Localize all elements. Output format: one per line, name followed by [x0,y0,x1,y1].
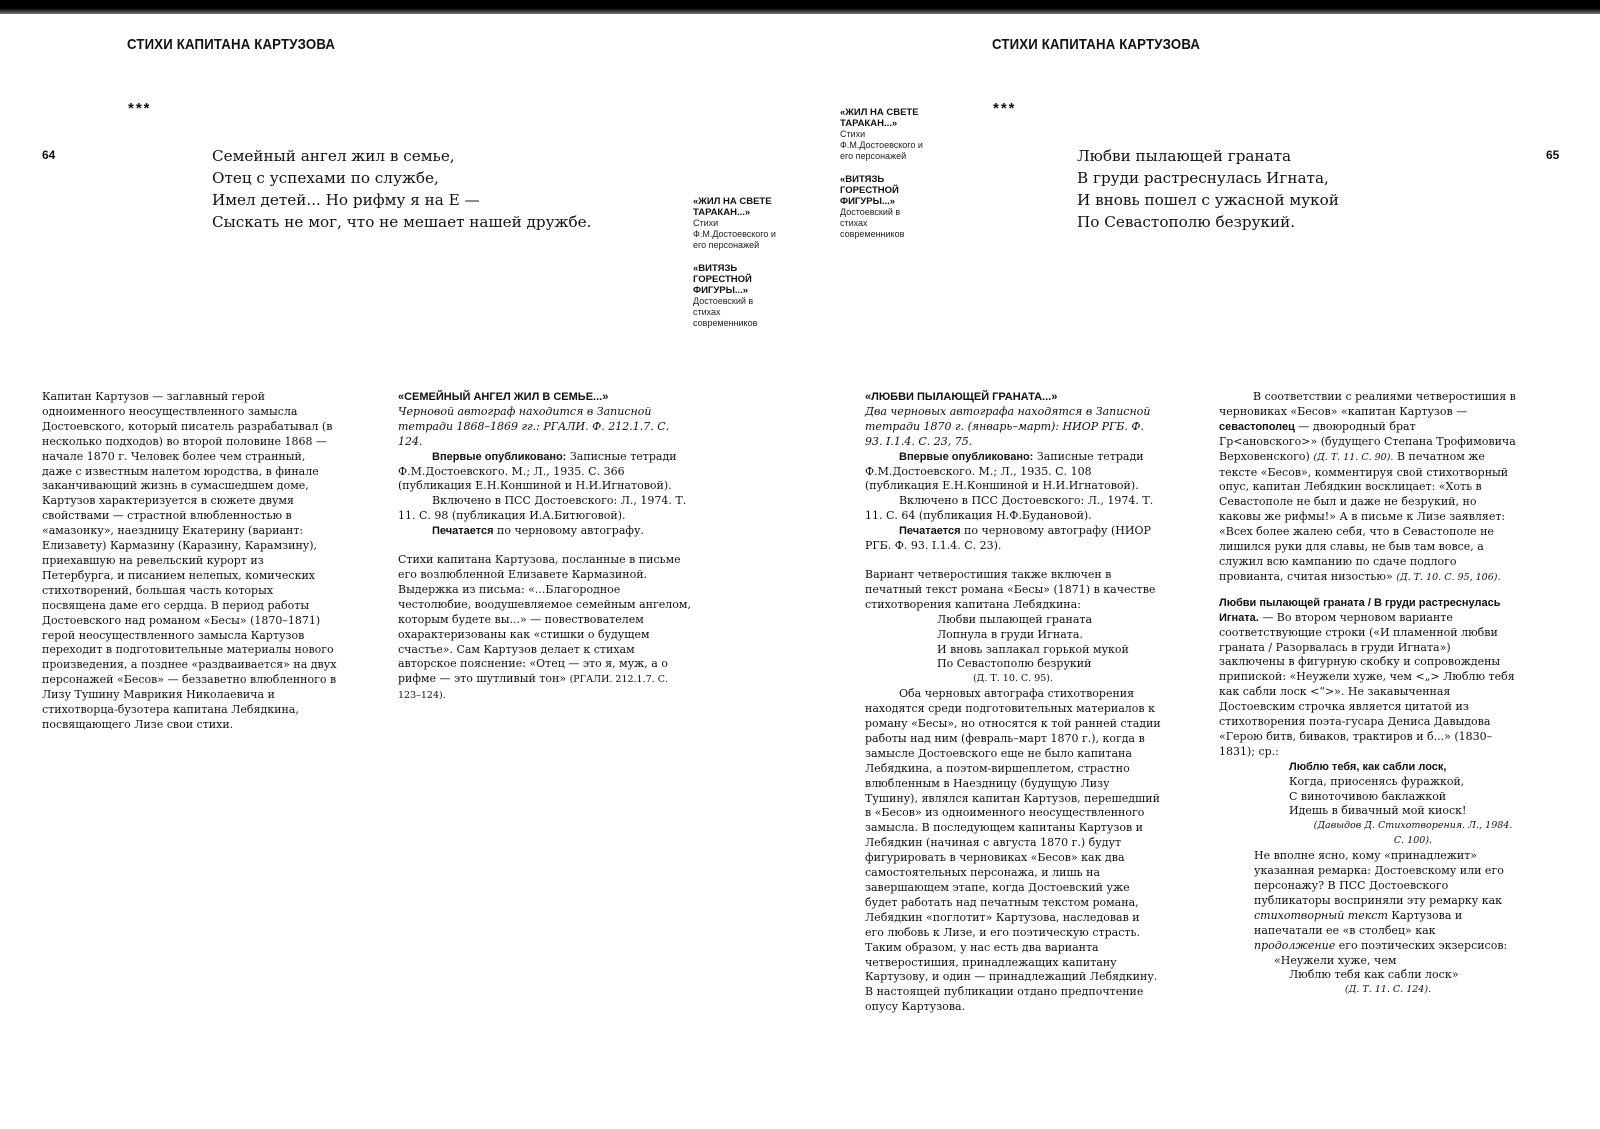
note-heading: «ЛЮБВИ ПЫЛАЮЩЕЙ ГРАНАТА...» [865,391,1058,403]
verse-line: И вновь заплакал горькой мукой [937,642,1129,656]
verse-line: С виноточивою баклажкой [1289,789,1447,803]
commentary-text: Не вполне ясно, кому «принадлежит» указанная ремарка: Достоевскому или его персонажу? В ПСС Достоевского публикаторы восприняли эту ремарку как [1254,849,1504,907]
variant-intro: Вариант четверостишия также включен в печатный текст романа «Бесы» (1871) в качестве стихотворения капитана Лебядкина: [865,567,1156,611]
left-poem-stars: *** [128,100,152,117]
poem-line: По Севастополю безрукий. [1077,213,1296,231]
right-sidebar-links [840,107,930,252]
commentary-lemma: Любви пылающей граната / В груди растреснулась Игната. [1219,596,1501,624]
sidebar-link-vityaz[interactable]: «ВИТЯЗЬ ГОРЕСТНОЙ ФИГУРЫ...» [693,263,752,296]
sidebar-link-tarakan[interactable]: «ЖИЛ НА СВЕТЕ ТАРАКАН...» [693,196,772,218]
note-first-published [398,450,692,495]
variant-body: Оба черновых автографа стихотворения находятся среди подготовительных материалов к роману «Бесы», но относятся к той ранней стадии работы над ним (февраль–март 1870 г.), когда в замысле Достоевского еще не было капитана Лебядкина, а поэтом-виршеплетом, страстно влюбленным в Наездницу (будущую Лизу Тушину), являлся капитан Картузов, перешедший в «Бесов» из одноименного неосуществленного замысла. В последующем капитаны Картузов и Лебядкин (начиная с августа 1870 г.) будут фигурировать в черновиках «Бесов» как два самостоятельных персонажа, и лишь на завершающем этапе, когда Достоевский уже будет работать над печатным текстом романа, Лебядкин «поглотит» Картузова, наследовав и его любовь к Лизе, и его поэтическую страсть. Таким образом, у нас есть два варианта четверостишия, принадлежащих капитану Картузову, и один — принадлежащий Лебядкину. В настоящей публикации отдано предпочтение опусу Картузова. [865,687,1161,1014]
poem-line: Отец с успехами по службе, [212,169,439,187]
verse-line: Любви пылающей граната [937,612,1093,626]
verse-line: Когда, приосенясь фуражкой, [1289,774,1465,788]
note-reference: (РГАЛИ. 212.1.7. С. 123–124). [398,674,668,702]
right-notes-column [865,390,1161,1015]
commentary-reference: (Д. Т. 11. С. 90). [1313,451,1394,463]
sidebar-link-subtitle: Достоевский в стихах современников [693,296,758,328]
quote-line: «Неужели хуже, чем [1274,953,1397,967]
note-autograph: Черновой автограф находится в Записной тетради 1868–1869 гг.: РГАЛИ. Ф. 212.1.7. С. 124. [398,404,670,448]
verse-line: Лопнула в груди Игната. [937,627,1083,641]
left-poem [212,145,592,233]
commentary-text: В соответствии с реалиями четверостишия в черновиках «Бесов» «капитан Картузов — [1219,390,1516,418]
note-body [398,553,692,704]
sidebar-link-vityaz[interactable]: «ВИТЯЗЬ ГОРЕСТНОЙ ФИГУРЫ...» [840,174,899,207]
commentary-emphasis: стихотворный текст [1254,908,1388,922]
poem-line: Любви пылающей граната [1077,147,1292,165]
sidebar-link-subtitle: Достоевский в стихах современников [840,207,905,239]
note-pss: Включено в ПСС Достоевского: Л., 1974. Т. 11. С. 98 (публикация И.А.Битюговой). [398,494,687,523]
commentary-reference: (Д. Т. 10. С. 95, 106). [1396,571,1501,583]
sidebar-link-subtitle: Стихи Ф.М.Достоевского и его персонажей [840,129,923,161]
verse-source: (Д. Т. 10. С. 95). [972,673,1054,685]
right-page-number: 65 [1546,148,1560,162]
note-label: Впервые опубликовано: [899,450,1034,463]
commentary-paragraph [1219,390,1517,586]
left-notes-column [398,390,692,704]
note-text: по черновому автографу. [497,524,644,538]
note-text: Стихи капитана Картузова, посланные в письме его возлюбленной Елизавете Кармазиной. Выдержка из письма: «...Благородное честолюбие, воодушевляемое семейным ангелом, которым будете вы...» — повествователем охарактеризованы как «стишки о будущем счастье». Сам Картузов делает к стихам авторское пояснение: «Отец — это я, муж, а о рифме — это шутливый тон» [398,553,691,686]
sidebar-link-tarakan[interactable]: «ЖИЛ НА СВЕТЕ ТАРАКАН...» [840,107,919,129]
sidebar-link-subtitle: Стихи Ф.М.Достоевского и его персонажей [693,218,776,250]
note-label: Печатается [899,525,961,538]
verse-source: (Давыдов Д. Стихотворения. Л., 1984. С. 100). [1313,820,1513,847]
note-heading: «СЕМЕЙНЫЙ АНГЕЛ ЖИЛ В СЕМЬЕ...» [398,391,609,403]
right-commentary-column [1219,390,1517,998]
left-sidebar-links [693,196,783,341]
note-printed [398,524,692,539]
note-text: Записные тетради Ф.М.Достоевского. М.; Л., 1935. С. 366 (публикация Е.Н.Коншиной и Н.И.Игнатовой). [398,449,677,493]
quote-line: Люблю тебя как сабли лоск» [1289,968,1459,982]
poem-line: Сыскать не мог, что не мешает нашей дружбе. [212,213,592,231]
left-page-number: 64 [42,148,56,162]
note-pss: Включено в ПСС Достоевского: Л., 1974. Т. 11. С. 64 (публикация Н.Ф.Будановой). [865,494,1154,523]
left-running-head: СТИХИ КАПИТАНА КАРТУЗОВА [127,36,336,53]
commentary-text: его поэтических экзерсисов: [1338,938,1508,952]
note-text: по черновому автографу (НИОР РГБ. Ф. 93. I.1.4. С. 23). [865,524,1151,553]
left-intro-column [42,390,338,733]
note-first-published [865,450,1161,495]
commentary-lemma-paragraph [1219,596,1517,760]
note-text: Записные тетради Ф.М.Достоевского. М.; Л., 1935. С. 108 (публикация Е.Н.Коншиной и Н.И.Игнатовой). [865,449,1144,493]
note-autograph: Два черновых автографа находятся в Записной тетради 1870 г. (январь–март): НИОР РГБ. Ф. 93. I.1.4. С. 23, 75. [865,404,1151,448]
note-label: Впервые опубликовано: [432,450,567,463]
right-poem-stars: *** [993,100,1017,117]
commentary-text: — Во втором черновом варианте соответствующие строки («И пламенной любви граната / Разорвалась в груди Игната») заключены в фигурную скобку и сопровождены припиской: «Неужели хуже, чем <„> Люблю тебя как сабли лоск <“>». Не закавыченная Достоевским строчка является цитатой из стихотворения поэта-гусара Дениса Давыдова «Герою битв, биваков, трактиров и б...» (1830–1831); ср.: [1219,610,1515,758]
quote-source: (Д. Т. 11. С. 124). [1344,984,1432,996]
intro-paragraph: Капитан Картузов — заглавный герой одноименного неосуществленного замысла Достоевского, который писатель разрабатывал (в несколько подходов) во второй половине 1868 — начале 1870 г. Человек более чем странный, даже с известным налетом юродства, в финале заканчивающий жизнь в сумасшедшем доме, Картузов характеризуется в сюжете двумя свойствами — страстной влюбленностью в «амазонку», наездницу Екатерину (вариант: Елизавету) Кармазину (Каразину, Карамзину), приехавшую на ревельский курорт из Петербурга, и писанием нелепых, комических стихотворений, большая часть которых посвящена даме его сердца. В период работы Достоевского над романом «Бесы» (1870–1871) герой неосуществленного замысла Картузов переходит в подготовительные материалы нового произведения, а позднее «раздваивается» на двух персонажей «Бесов» — беззаветно влюбленного в Лизу Тушину Маврикия Николаевича и стихотворца-бузотера капитана Лебядкина, посвящающего Лизе свои стихи. [42,390,337,731]
commentary-emphasis: продолжение [1254,938,1336,952]
commentary-text: В печатном же тексте «Бесов», комментируя свой стихотворный опус, капитан Лебядкин восклицает: «Хоть в Севастополе не был и даже не безрукий, но каковы же рифмы!» А в письме к Лизе заявляет: «Всех более жалею себя, что в Севастополе не лишился руки для славы, не быв там вовсе, а служил всю кампанию по сдаче подлого провианта, считая низостью» [1219,449,1509,583]
right-poem [1077,145,1339,233]
poem-line: В груди растреснулась Игната, [1077,169,1329,187]
poem-line: Имел детей... Но рифму я на Е — [212,191,480,209]
verse-line: Идешь в бивачный мой киоск! [1289,804,1467,818]
commentary-text: — двоюродный брат Гр<ановского>» (будущего Степана Трофимовича Верховенского) [1219,419,1516,463]
note-printed [865,524,1161,554]
poem-line: И вновь пошел с ужасной мукой [1077,191,1339,209]
note-label: Печатается [432,525,494,538]
verse-line: Люблю тебя, как сабли лоск, [1289,760,1447,773]
verse-line: По Севастополю безрукий [937,657,1092,671]
right-running-head: СТИХИ КАПИТАНА КАРТУЗОВА [992,36,1201,53]
poem-line: Семейный ангел жил в семье, [212,147,455,165]
commentary-bold-term: севастополец [1219,420,1295,433]
commentary-paragraph [1219,849,1517,953]
commentary-text: Картузова и напечатали ее «в столбец» как [1254,908,1463,937]
